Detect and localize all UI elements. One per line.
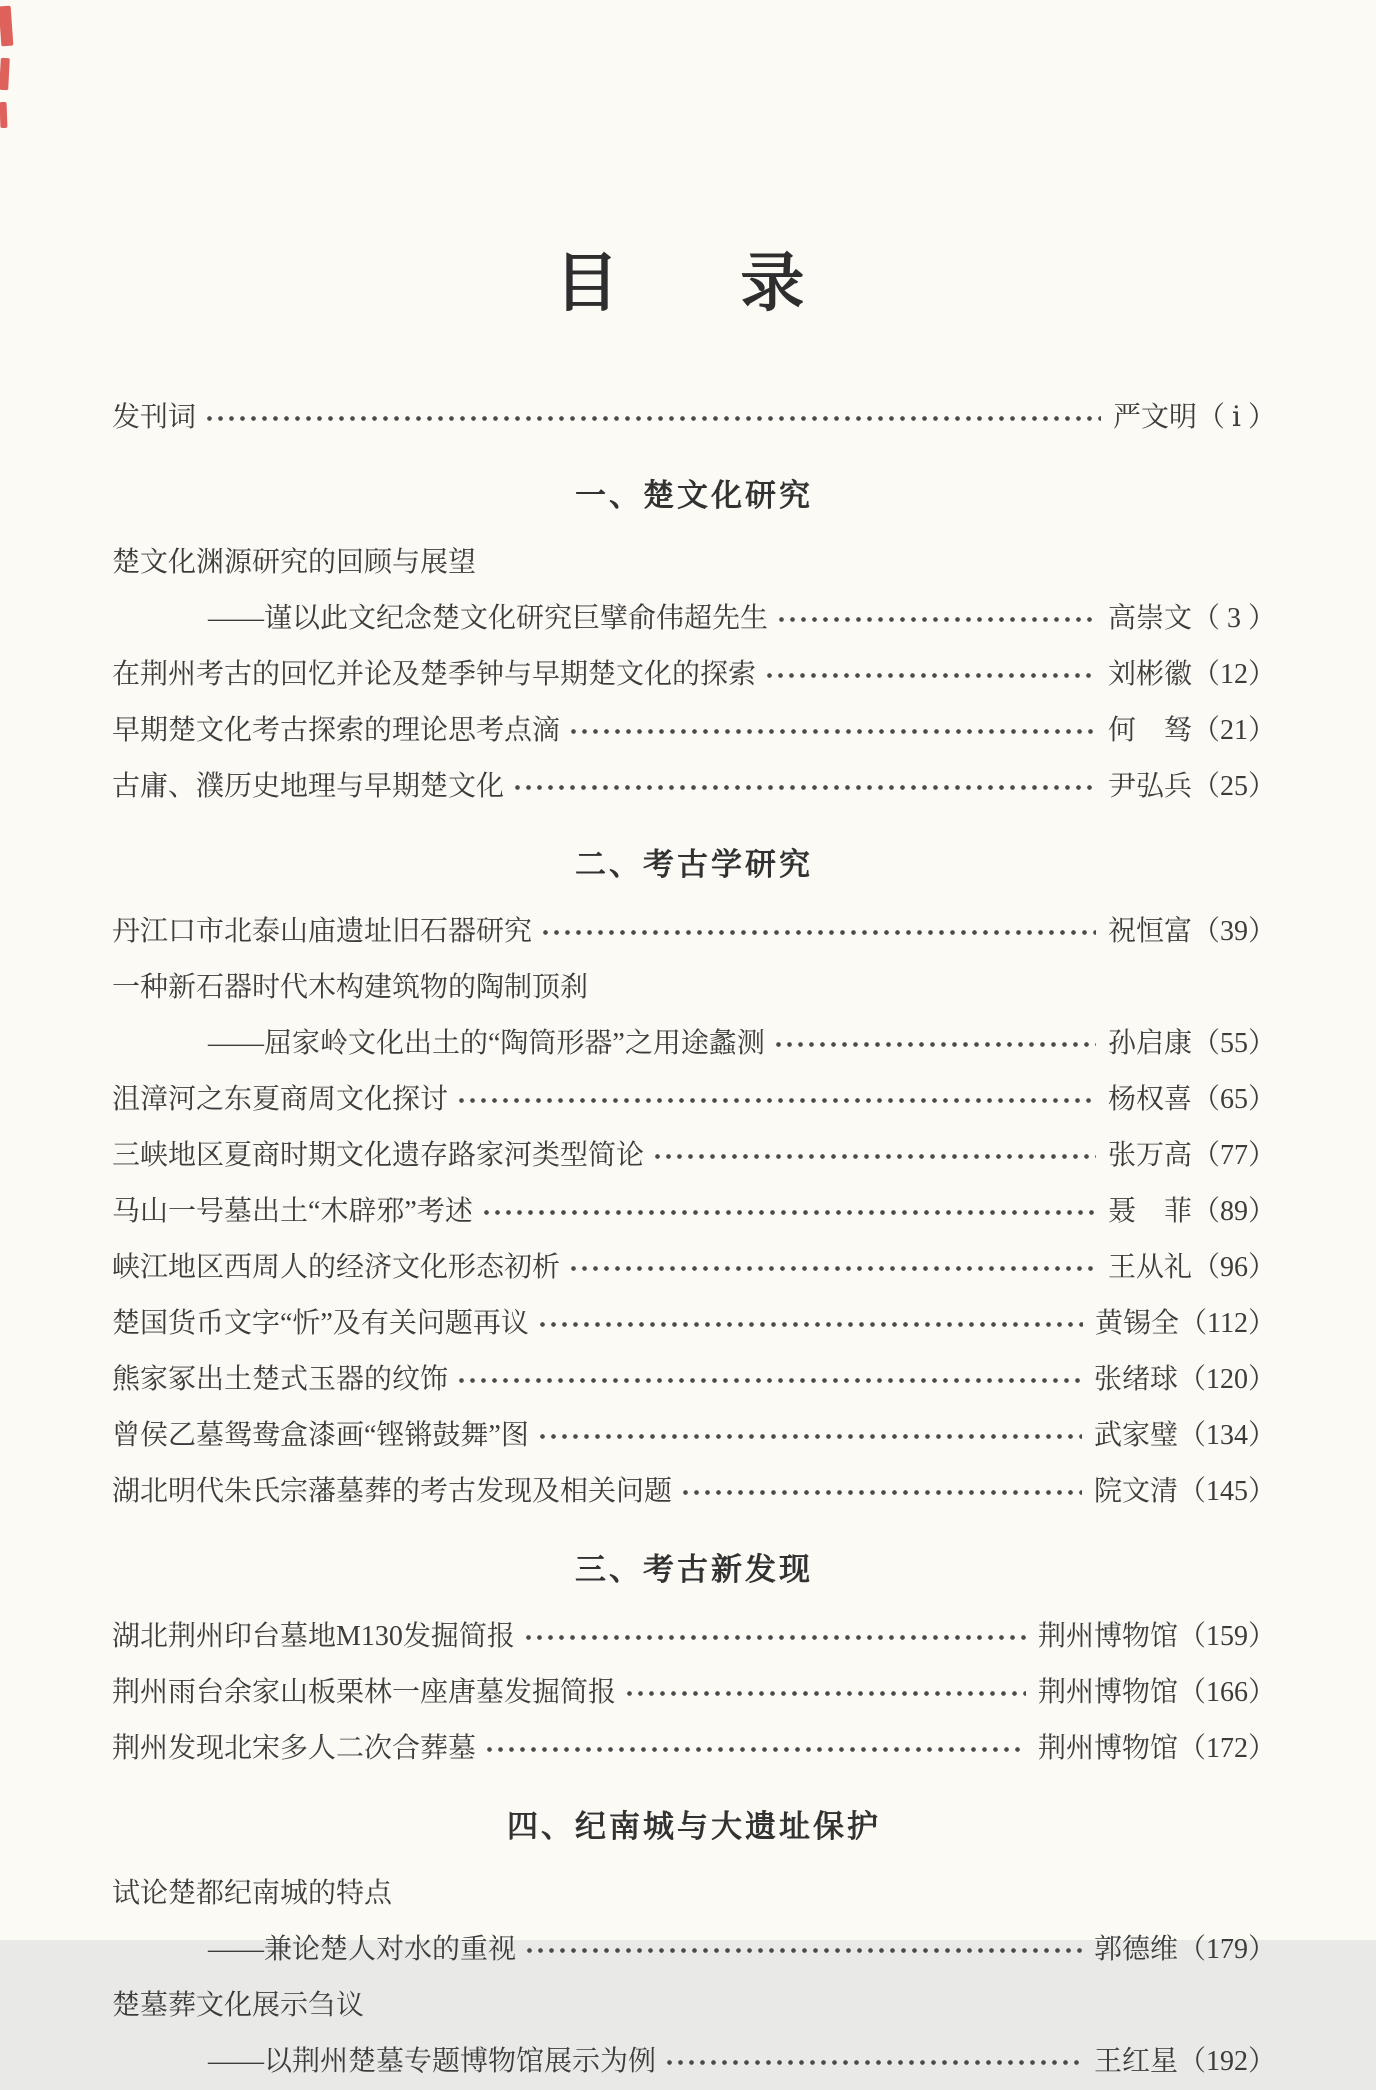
toc-entry bbox=[112, 1184, 1276, 1240]
entry-title-line1: 一种新石器时代木构建筑物的陶制顶刹 bbox=[112, 972, 589, 1003]
toc-list bbox=[112, 390, 1276, 2090]
dotted-leader bbox=[568, 728, 1096, 735]
entry-title-line2 bbox=[112, 647, 1276, 703]
entry-title: ——谨以此文纪念楚文化研究巨擘俞伟超先生 bbox=[208, 603, 769, 634]
dotted-leader bbox=[680, 1489, 1082, 1496]
entry-author: 祝恒富 bbox=[1107, 916, 1192, 947]
toc-entry bbox=[112, 1978, 1276, 2090]
dotted-leader bbox=[512, 784, 1096, 791]
entry-page-number: （145） bbox=[1177, 1476, 1276, 1507]
entry-page-number: （21） bbox=[1191, 715, 1276, 746]
section-heading: 一、楚文化研究 bbox=[575, 478, 813, 513]
toc-entry bbox=[112, 1665, 1276, 1721]
entry-page-number: （ ⅰ ） bbox=[1197, 402, 1276, 433]
dotted-leader bbox=[523, 1634, 1026, 1641]
entry-title: 曾侯乙墓鸳鸯盒漆画“铿锵鼓舞”图 bbox=[112, 1420, 529, 1451]
entry-author: 王红星 bbox=[1093, 2046, 1178, 2077]
entry-author: 张绪球 bbox=[1093, 1364, 1178, 1395]
entry-title-line2 bbox=[112, 1296, 1276, 1352]
entry-title: 湖北明代朱氏宗藩墓葬的考古发现及相关问题 bbox=[112, 1476, 673, 1507]
dotted-leader bbox=[481, 1209, 1096, 1216]
entry-page-number: （12） bbox=[1191, 659, 1276, 690]
entry-page-number: （179） bbox=[1177, 1934, 1276, 1965]
toc-entry bbox=[112, 1072, 1276, 1128]
entry-page-number: （192） bbox=[1177, 2046, 1276, 2077]
entry-title: 熊家冢出土楚式玉器的纹饰 bbox=[112, 1364, 449, 1395]
section-heading: 二、考古学研究 bbox=[575, 847, 813, 882]
entry-title: 峡江地区西周人的经济文化形态初析 bbox=[112, 1252, 561, 1283]
dotted-leader bbox=[204, 415, 1101, 422]
dotted-leader bbox=[524, 1947, 1082, 1954]
entry-title-line1: 楚文化渊源研究的回顾与展望 bbox=[112, 547, 477, 578]
entry-title: 三峡地区夏商时期文化遗存路家河类型简论 bbox=[112, 1140, 645, 1171]
toc-entry bbox=[112, 759, 1276, 815]
entry-title-line1: 试论楚都纪南城的特点 bbox=[112, 1878, 393, 1909]
entry-title-line2 bbox=[112, 1464, 1276, 1520]
entry-title: 荆州雨台余家山板栗林一座唐墓发掘简报 bbox=[112, 1677, 617, 1708]
entry-title: 荆州发现北宋多人二次合葬墓 bbox=[112, 1733, 477, 1764]
entry-title: 湖北荆州印台墓地M130发掘简报 bbox=[112, 1621, 515, 1652]
dotted-leader bbox=[537, 1433, 1082, 1440]
entry-page-number: （172） bbox=[1177, 1733, 1276, 1764]
dotted-leader bbox=[764, 672, 1096, 679]
red-scan-mark bbox=[0, 58, 10, 90]
entry-title-line2 bbox=[112, 1184, 1276, 1240]
entry-title: ——兼论楚人对水的重视 bbox=[208, 1934, 517, 1965]
entry-title-line1: 楚墓葬文化展示刍议 bbox=[112, 1990, 365, 2021]
entry-page-number: （25） bbox=[1191, 771, 1276, 802]
section-heading: 四、纪南城与大遗址保护 bbox=[507, 1809, 881, 1844]
dotted-leader bbox=[456, 1377, 1082, 1384]
entry-title: 马山一号墓出土“木辟邪”考述 bbox=[112, 1196, 473, 1227]
entry-author: 荆州博物馆 bbox=[1037, 1621, 1178, 1652]
entry-page-number: （120） bbox=[1177, 1364, 1276, 1395]
entry-page-number: （112） bbox=[1179, 1308, 1276, 1339]
dotted-leader bbox=[540, 929, 1096, 936]
entry-page-number: （77） bbox=[1191, 1140, 1276, 1171]
dotted-leader bbox=[568, 1265, 1096, 1272]
entry-title: ——屈家岭文化出土的“陶筒形器”之用途蠡测 bbox=[208, 1028, 765, 1059]
entry-author: 黄锡全 bbox=[1095, 1308, 1180, 1339]
toc-entry bbox=[112, 1408, 1276, 1464]
entry-author: 杨权喜 bbox=[1107, 1084, 1192, 1115]
section-heading: 三、考古新发现 bbox=[575, 1552, 813, 1587]
red-scan-mark bbox=[0, 6, 13, 47]
entry-page-number: （65） bbox=[1191, 1084, 1276, 1115]
dotted-leader bbox=[484, 1746, 1026, 1753]
entry-title-line2 bbox=[112, 759, 1276, 815]
toc-entry bbox=[112, 390, 1276, 446]
toc-entry bbox=[112, 535, 1276, 647]
dotted-leader bbox=[664, 2059, 1082, 2066]
dotted-leader bbox=[652, 1153, 1096, 1160]
entry-author: 严文明 bbox=[1113, 402, 1198, 433]
entry-title-line2 bbox=[112, 1128, 1276, 1184]
entry-title-line2 bbox=[112, 1072, 1276, 1128]
entry-author: 尹弘兵 bbox=[1107, 771, 1192, 802]
dotted-leader bbox=[624, 1690, 1026, 1697]
toc-entry bbox=[112, 1240, 1276, 1296]
entry-page-number: （96） bbox=[1191, 1252, 1276, 1283]
entry-title-line2 bbox=[112, 1240, 1276, 1296]
toc-entry bbox=[112, 647, 1276, 703]
entry-title-line2 bbox=[112, 904, 1276, 960]
entry-author: 聂 菲 bbox=[1107, 1196, 1192, 1227]
entry-title-line2 bbox=[112, 1408, 1276, 1464]
entry-title-line2 bbox=[112, 1721, 1276, 1777]
entry-title-line2 bbox=[112, 1352, 1276, 1408]
entry-title: 丹江口市北泰山庙遗址旧石器研究 bbox=[112, 916, 533, 947]
page-content bbox=[112, 0, 1276, 2090]
entry-author: 何 驽 bbox=[1107, 715, 1192, 746]
entry-author: 郭德维 bbox=[1093, 1934, 1178, 1965]
toc-entry bbox=[112, 960, 1276, 1072]
entry-page-number: （39） bbox=[1191, 916, 1276, 947]
entry-title: 古庸、濮历史地理与早期楚文化 bbox=[112, 771, 505, 802]
entry-title-line2 bbox=[112, 1609, 1276, 1665]
entry-author: 刘彬徽 bbox=[1107, 659, 1192, 690]
entry-title: 沮漳河之东夏商周文化探讨 bbox=[112, 1084, 449, 1115]
page-title: 目 录 bbox=[554, 248, 834, 319]
entry-author: 王从礼 bbox=[1107, 1252, 1192, 1283]
entry-title: 早期楚文化考古探索的理论思考点滴 bbox=[112, 715, 561, 746]
entry-title-line2 bbox=[112, 2034, 1276, 2090]
dotted-leader bbox=[537, 1321, 1083, 1328]
entry-title-line2 bbox=[112, 390, 1276, 446]
entry-page-number: （ 3 ） bbox=[1191, 603, 1276, 634]
entry-title-line2 bbox=[112, 1922, 1276, 1978]
entry-title: 在荆州考古的回忆并论及楚季钟与早期楚文化的探索 bbox=[112, 659, 757, 690]
entry-author: 孙启康 bbox=[1107, 1028, 1192, 1059]
entry-page-number: （55） bbox=[1191, 1028, 1276, 1059]
toc-entry bbox=[112, 904, 1276, 960]
toc-entry bbox=[112, 1128, 1276, 1184]
entry-author: 院文清 bbox=[1093, 1476, 1178, 1507]
entry-title: ——以荆州楚墓专题博物馆展示为例 bbox=[208, 2046, 657, 2077]
entry-page-number: （166） bbox=[1177, 1677, 1276, 1708]
entry-page-number: （159） bbox=[1177, 1621, 1276, 1652]
entry-author: 武家璧 bbox=[1093, 1420, 1178, 1451]
entry-title: 楚国货币文字“忻”及有关问题再议 bbox=[112, 1308, 529, 1339]
entry-title: 发刊词 bbox=[112, 402, 197, 433]
entry-page-number: （89） bbox=[1191, 1196, 1276, 1227]
entry-title-line2 bbox=[112, 1016, 1276, 1072]
toc-entry bbox=[112, 1352, 1276, 1408]
toc-entry bbox=[112, 703, 1276, 759]
toc-entry bbox=[112, 1866, 1276, 1978]
toc-entry bbox=[112, 1609, 1276, 1665]
entry-author: 张万高 bbox=[1107, 1140, 1192, 1171]
entry-author: 高崇文 bbox=[1107, 603, 1192, 634]
entry-title-line2 bbox=[112, 591, 1276, 647]
entry-page-number: （134） bbox=[1177, 1420, 1276, 1451]
toc-entry bbox=[112, 1464, 1276, 1520]
entry-author: 荆州博物馆 bbox=[1037, 1677, 1178, 1708]
entry-author: 荆州博物馆 bbox=[1037, 1733, 1178, 1764]
toc-entry bbox=[112, 1721, 1276, 1777]
dotted-leader bbox=[456, 1097, 1096, 1104]
toc-entry bbox=[112, 1296, 1276, 1352]
dotted-leader bbox=[776, 616, 1096, 623]
dotted-leader bbox=[773, 1041, 1096, 1048]
red-scan-mark bbox=[0, 102, 7, 128]
entry-title-line2 bbox=[112, 1665, 1276, 1721]
entry-title-line2 bbox=[112, 703, 1276, 759]
